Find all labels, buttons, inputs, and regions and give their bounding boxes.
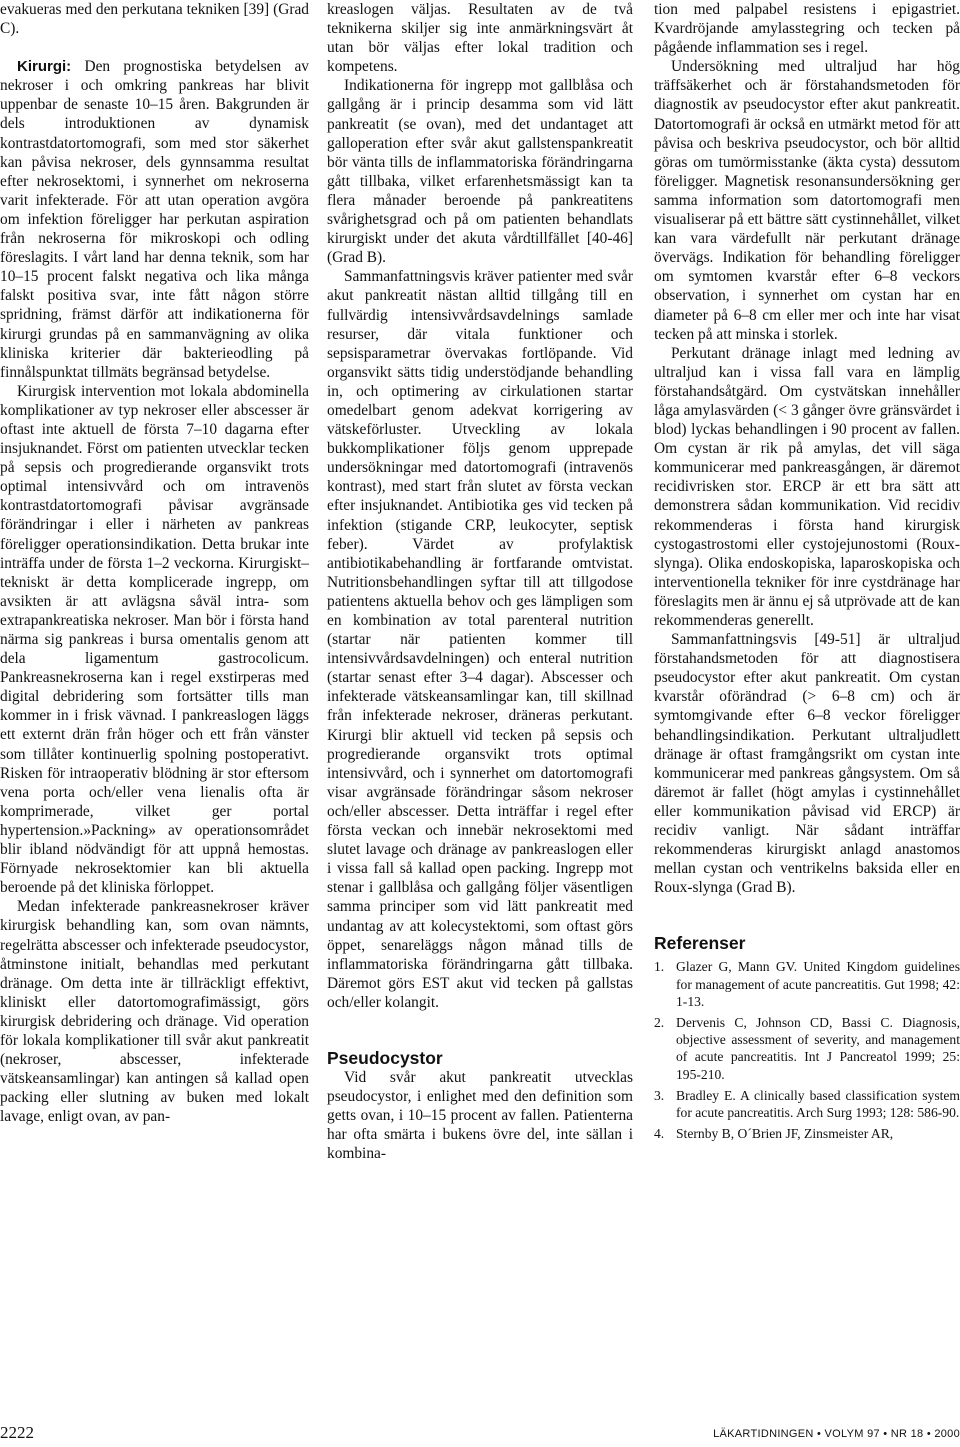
journal-footer: LÄKARTIDNINGEN • VOLYM 97 • NR 18 • 2000	[713, 1428, 960, 1440]
references-heading: Referenser	[654, 933, 746, 954]
paragraph: Kirurgisk intervention mot lokala abdominella komplikationer av typ nekroser eller abscesser är oftast inte aktuell de första 7–10 dagarna efter insjuknandet. Först om patienten utvecklar tecken på sepsis och progredierande organsvikt trots optimal intensivvård och om intravenös kontrastdatortomografi påvisar avgränsade förändringar i eller i närheten av pankreas föreligger operationsindikation. Detta brukar inte inträffa under de första 1–2 veckorna. Kirurgiskt–tekniskt är detta komplicerade ingrepp, om avsikten är att avlägsna såväl intra- som extrapankreatiska nekroser. Man bör i första hand närma sig pankreas i bursa omentalis genom att dela ligamentum gastrocolicum. Pankreasnekroserna kan i regel exstirperas med digital debridering som fortsätter tills man kommer in i frisk vävnad. I pankreaslogen läggs ett externt drän från höger och ett från vänster som tillåter kontinuerlig spolning postoperativt. Risken för intraoperativ blödning är stor eftersom vena porta och/eller vena lienalis ofta är komprimerade, vilket ger portal hypertension.»Packning» av operationsområdet blir ibland nödvändigt för att uppnå hemostas. Förnyade nekrosektomier kan bli aktuella beroende på det kliniska förloppet.	[0, 382, 309, 897]
text-column-1	[0, 0, 309, 1126]
paragraph: evakueras med den perkutana tekniken [39] (Grad C).	[0, 1, 309, 38]
text-column-3	[654, 0, 960, 1146]
paragraph: Undersökning med ultraljud har hög träffsäkerhet och är förstahandsmetoden för diagnostik av pseudocystor efter akut pankreatit. Datortomografi är också en utmärkt metod för att påvisa och beskriva pseudocystor, och bör alltid göras om tumörmisstanke (äkta cysta) dessutom föreligger. Magnetisk resonansundersökning ger samma information som datortomografi men visualiserar på ett bättre sätt cystinnehållet, vilket kan vara värdefullt när perkutant dränage övervägs. Indikation för behandling föreligger om symtomen kvarstår efter 6–8 veckors observation, i synnerhet om cystan har en diameter på 6–8 cm eller mer och inte har visat tecken på att minska i storlek.	[654, 58, 960, 343]
paragraph: Medan infekterade pankreasnekroser kräver kirurgisk behandling kan, som ovan nämnts, regelrätta abscesser och infekterade pseudocystor, åtminstone initialt, behandlas med perkutant dränage. Om detta inte är tillräckligt effektivt, kliniskt eller datortomografimässigt, görs kirurgisk debridering och dränage. Vid operation för lokala komplikationer till svår akut pankreatit (nekroser, abscesser, infekterade vätskeansamlingar) kan antingen så kallad open packing eller slutning av buken med lokalt lavage, enligt ovan, av pan-	[0, 898, 309, 1126]
paragraph: Indikationerna för ingrepp mot gallblåsa och gallgång är i princip desamma som vid lätt pankreatit (se ovan), med det undantaget att galloperation efter svår akut gallstenspankreatit bör vänta tills de inflammatoriska förändringarna gått tillbaka, vilket erfarenhetsmässigt kan ta flera månader beroende på pankreatitens svårighetsgrad och på om patienten behandlats kirurgiskt under det akuta vårdtillfället [40-46] (Grad B).	[327, 77, 633, 267]
text-column-2	[327, 0, 633, 1163]
kirurgi-paragraph	[0, 57, 309, 382]
paragraph: tion med palpabel resistens i epigastriet. Kvardröjande amylasstegring och tecken på pågående inflammation ses i regel.	[654, 1, 960, 57]
paragraph: kreaslogen väljas. Resultaten av de två teknikerna skiljer sig inte anmärkningsvärt åt utan bör väljas efter lokal tradition och kompetens.	[327, 1, 633, 76]
reference-item: 2. Dervenis C, Johnson CD, Bassi C. Diagnosis, objective assessment of severity, and management of acute pancreatitis. Int J Pancreatol 1999; 25: 195-210.	[654, 1015, 960, 1082]
reference-item: 1. Glazer G, Mann GV. United Kingdom guidelines for management of acute pancreatitis. Gut 1998; 42: 1-13.	[654, 959, 960, 1009]
kirurgi-text: Den prognostiska betydelsen av nekroser i och omkring pankreas har blivit uppenbar de senaste 10–15 åren. Bakgrunden är dels introduktionen av dynamisk kontrastdatortomografi, som med stor säkerhet kan påvisa nekroser, dels gynnsamma resultat efter nekrosektomi, i synnerhet om nekroserna varit infekterade. För att utan operation avgöra om infektion föreligger har perkutan aspiration från nekroserna för mikroskopi och odling föreslagits. I vårt land har denna teknik, som har 10–15 procent falskt negativa och lika många falskt positiva svar, inte fått någon större spridning, främst därför att indikationerna för kirurgi grundas på en sammanvägning av olika kliniska kriterier där bakterieodling på finnålspunktat tillmäts begränsad betydelse.	[0, 58, 309, 381]
reference-item: 4. Sternby B, O´Brien JF, Zinsmeister AR,	[654, 1126, 894, 1142]
reference-item: 3. Bradley E. A clinically based classification system for acute pancreatitis. Arch Surg 1993; 128: 586-90.	[654, 1087, 960, 1121]
page-number: 2222	[0, 1423, 34, 1442]
paragraph: Perkutant dränage inlagt med ledning av ultraljud kan i vissa fall vara en lämplig förstahandsåtgärd. Om cystvätskan innehåller låga amylasvärden (< 3 gånger övre gränsvärdet i blod) lyckas behandlingen i 90 procent av fallen. Om cystan är rik på amylas, det vill säga kommunicerar med pankreasgången, är däremot recidivrisken stor. ERCP är ett bra sätt att demonstrera sådan kommunikation. Vid recidiv rekommenderas i första hand kirurgisk cystogastrostomi eller cystojejunostomi (Roux-slynga). Olika endoskopiska, laparoskopiska och interventionella tekniker för inre cystdränage har föreslagits men är ännu ej så utprövade att de kan rekommenderas generellt.	[654, 344, 960, 629]
paragraph: Sammanfattningsvis kräver patienter med svår akut pankreatit nästan alltid tillgång till en fullvärdig intensivvårdsavdelnings samlade resurser, där vitala funktioner och sepsisparametrar övervakas fortlöpande. Vid organsvikt sätts tidig understödjande behandling in, och optimering av cirkulationen startar omedelbart genom adekvat korrigering av vätskeförluster. Utveckling av lokala bukkomplikationer följs genom upprepade undersökningar med datortomografi (intravenös kontrast), med start från slutet av första veckan efter insjuknandet. Antibiotika ges vid tecken på infektion (stigande CRP, leukocyter, septisk feber). Värdet av profylaktisk antibiotikabehandling är fortfarande omtvistat. Nutritionsbehandlingen syftar till att tillgodose patientens aktuella behov och ges lämpligen som en kombination av total parenteral nutrition (startar när patienten kommer till intensivvårdsavdelningen) och enteral nutrition (startar senast efter 3–4 dagar). Abscesser och infekterade vätskeansamlingar kan, till skillnad från infekterade nekroser, dräneras perkutant. Kirurgi blir aktuell vid tecken på sepsis och progredierande organsvikt trots optimal intensivvård, och i synnerhet om datortomografi visar avgränsade förändringar såsom nekroser och/eller abscesser. Detta inträffar i regel efter första veckan och innebär nekrosektomi med slutet lavage och dränage av pankreaslogen eller i vissa fall så kallad open packing. Ingrepp mot stenar i gallblåsa och gallgång följer väsentligen samma principer som vid lätt pankreatit med undantag av att kolecystektomi, som oftast görs öppet, senareläggs någon månad tills de inflammatoriska förändringarna gått tillbaka. Däremot görs EST akut vid tecken på gallstas och/eller kolangit.	[327, 268, 633, 1011]
paragraph: Sammanfattningsvis [49-51] är ultraljud förstahandsmetoden för att diagnostisera pseudocystor efter akut pankreatit. Om cystan kvarstår oförändrad (> 6–8 cm) och är symtomgivande efter 6–8 veckor föreligger behandlingsindikation. Perkutant ultraljudlett dränage är oftast framgångsrikt om cystan inte kommunicerar med pankreas gångsystem. Om så däremot är fallet (högt amylas i cystinnehållet eller kommunikation påvisad vid ERCP) är recidiv vanligt. När sådant inträffar rekommenderas kirurgiskt anlagd anastomos mellan cystan och ventrikelns baksida eller en Roux-slynga (Grad B).	[654, 631, 960, 897]
references-list	[654, 958, 960, 1142]
paragraph: Vid svår akut pankreatit utvecklas pseudocystor, i enlighet med den definition som getts ovan, i 10–15 procent av fallen. Patienterna har ofta smärta i bukens övre del, inte sällan i kombina-	[327, 1068, 633, 1163]
kirurgi-label: Kirurgi:	[17, 58, 72, 76]
section-heading-pseudocystor: Pseudocystor	[327, 1047, 443, 1068]
